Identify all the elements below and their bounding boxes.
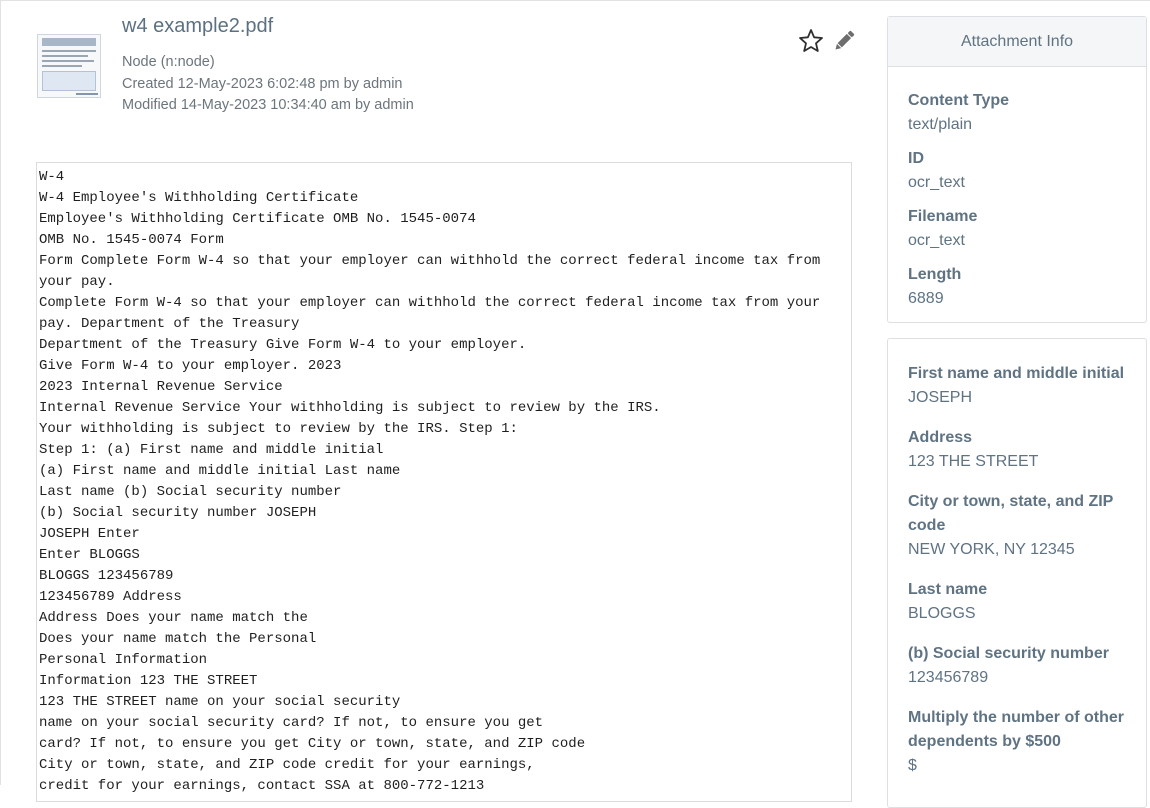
- document-title: w4 example2.pdf: [122, 15, 274, 37]
- length-field: [908, 263, 1126, 311]
- field-value: ocr_text: [908, 174, 965, 191]
- created-info: Created 12-May-2023 6:02:48 pm by admin: [122, 76, 403, 92]
- pencil-icon: [830, 27, 858, 55]
- field-label: Content Type: [908, 92, 1010, 109]
- window-left-border: [0, 0, 1, 785]
- field-label: (b) Social security number: [908, 645, 1109, 662]
- field-value: NEW YORK, NY 12345: [908, 541, 1075, 558]
- star-icon: [797, 27, 825, 55]
- field-value: $: [908, 757, 917, 774]
- field-value: text/plain: [908, 116, 973, 133]
- field-value: 6889: [908, 290, 944, 307]
- field-label: Last name: [908, 581, 988, 598]
- ocr-text-content: W-4 W-4 Employee's Withholding Certificate Employee's Withholding Certificate OMB No. 1545-0074 OMB No. 1545-0074 Form Form Complete Form W-4 so that your employer can withhold the correct federal income tax from your pay. Complete Form W-4 so that your employer can withhold the correct federal income tax from your pay. Department of the Treasury Department of the Treasury Give Form W-4 to your employer. Give Form W-4 to your employer. 2023 2023 Internal Revenue Service Internal Revenue Service Your withholding is subject to review by the IRS. Your withholding is subject to review by the IRS. Step 1: Step 1: (a) First name and middle initial (a) First name and middle initial Last name Last name (b) Social security number (b) Social security number JOSEPH JOSEPH Enter Enter BLOGGS BLOGGS 123456789 123456789 Address Address Does your name match the Does your name match the Personal Personal Information Information 123 THE STREET 123 THE STREET name on your social security name on your social security card? If not, to ensure you get card? If not, to ensure you get City or town, state, and ZIP code City or town, state, and ZIP code credit for your earnings, credit for your earnings, contact SSA at 800-772-1213: [39, 169, 821, 794]
- edit-button[interactable]: [830, 27, 858, 55]
- ocr-text-viewer[interactable]: [36, 162, 852, 802]
- extracted-field: [908, 490, 1126, 562]
- field-value: 123 THE STREET: [908, 453, 1039, 470]
- document-thumbnail[interactable]: [37, 34, 101, 98]
- extracted-field: [908, 706, 1126, 778]
- extracted-field: [908, 578, 1126, 626]
- field-label: City or town, state, and ZIP code: [908, 493, 1114, 534]
- id-field: [908, 147, 1126, 195]
- field-label: Length: [908, 266, 962, 283]
- field-value: 123456789: [908, 669, 989, 686]
- content-type-field: [908, 89, 1126, 137]
- field-label: Filename: [908, 208, 978, 225]
- attachment-info-panel: [887, 16, 1147, 323]
- field-value: ocr_text: [908, 232, 965, 249]
- extracted-fields-panel: [887, 338, 1147, 808]
- field-label: First name and middle initial: [908, 365, 1125, 382]
- field-value: JOSEPH: [908, 389, 973, 406]
- attachment-info-header: Attachment Info: [888, 17, 1146, 67]
- field-label: Multiply the number of other dependents by $500: [908, 709, 1124, 750]
- field-value: BLOGGS: [908, 605, 976, 622]
- extracted-field: [908, 642, 1126, 690]
- node-type: Node (n:node): [122, 54, 215, 70]
- field-label: ID: [908, 150, 924, 167]
- filename-field: [908, 205, 1126, 253]
- extracted-field: [908, 426, 1126, 474]
- modified-info: Modified 14-May-2023 10:34:40 am by admin: [122, 97, 414, 113]
- field-label: Address: [908, 429, 973, 446]
- favorite-button[interactable]: [797, 27, 825, 55]
- window-top-border: [0, 0, 1150, 1]
- extracted-field: [908, 362, 1126, 410]
